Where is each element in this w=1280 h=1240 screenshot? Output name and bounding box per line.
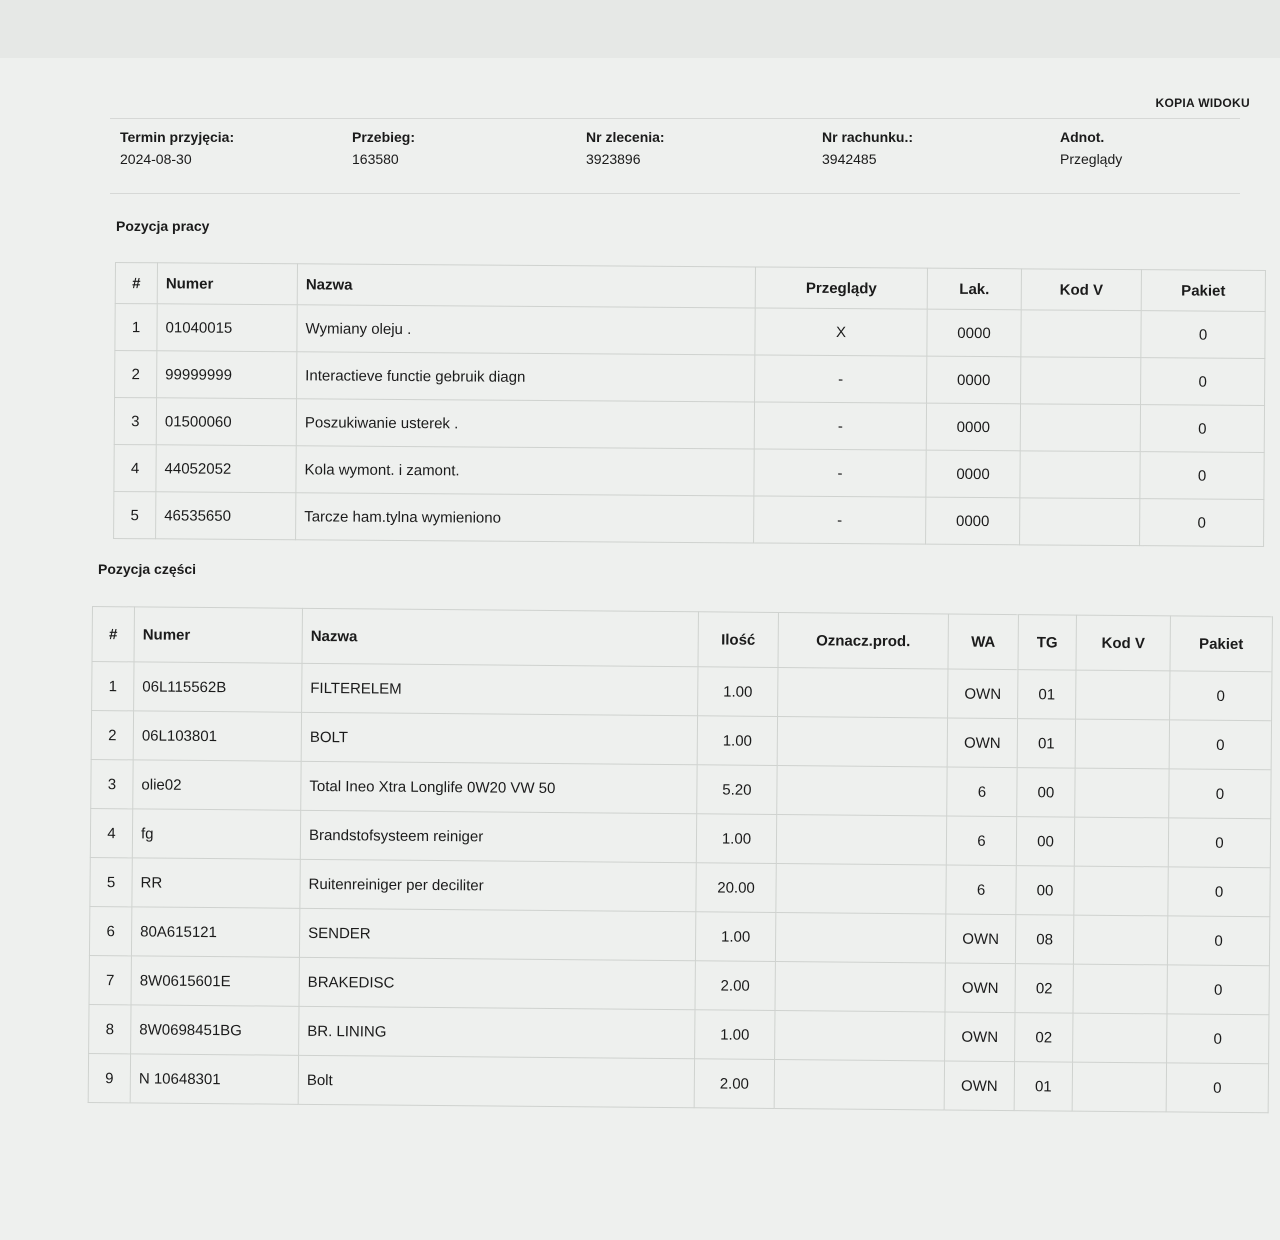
cell: 06L103801 <box>133 711 301 761</box>
cell: 0000 <box>926 403 1020 451</box>
cell: - <box>754 449 926 497</box>
cell: Wymiany oleju . <box>297 305 755 355</box>
cell: 08 <box>1015 915 1073 965</box>
cell <box>1073 915 1167 965</box>
cell: 02 <box>1015 1013 1073 1063</box>
cell <box>1021 310 1141 358</box>
cell: 0 <box>1167 1014 1269 1064</box>
cell: OWN <box>945 963 1015 1013</box>
cell: X <box>755 308 927 356</box>
cell: N 10648301 <box>130 1054 298 1104</box>
cell <box>1074 817 1168 867</box>
cell: 2 <box>91 711 133 760</box>
cell <box>1021 357 1141 405</box>
cell: 5.20 <box>697 765 777 815</box>
cell: 9 <box>88 1053 130 1102</box>
cell <box>776 814 946 864</box>
cell: - <box>754 496 926 544</box>
parts-table <box>88 606 1273 1113</box>
cell: 0 <box>1169 720 1271 770</box>
meta-label: Nr zlecenia: <box>586 129 665 145</box>
cell: Brandstofsysteem reiniger <box>300 810 696 862</box>
cell: 02 <box>1015 964 1073 1014</box>
col-header: Lak. <box>927 268 1021 310</box>
cell: - <box>755 355 927 403</box>
cell: 8W0698451BG <box>131 1005 299 1055</box>
cell: 5 <box>90 857 132 906</box>
cell: 01 <box>1018 670 1076 720</box>
cell: 06L115562B <box>134 662 302 712</box>
col-header: Numer <box>134 607 302 663</box>
cell: 0 <box>1140 499 1264 547</box>
cell: BRAKEDISC <box>299 957 695 1009</box>
table-row <box>114 491 1264 546</box>
col-header: Pakiet <box>1141 270 1265 312</box>
cell: 0 <box>1141 311 1265 359</box>
cell: 0000 <box>926 497 1020 545</box>
table-row <box>115 304 1265 359</box>
meta-value: Przeglądy <box>1060 151 1123 167</box>
order-meta <box>110 118 1240 194</box>
meta-annotation <box>1060 129 1122 167</box>
meta-label: Adnot. <box>1060 129 1105 145</box>
cell: fg <box>132 809 300 859</box>
meta-mileage <box>352 129 415 167</box>
cell: Poszukiwanie usterek . <box>296 399 754 449</box>
cell <box>1075 719 1169 769</box>
cell: 5 <box>114 491 156 538</box>
cell: 44052052 <box>156 445 296 493</box>
meta-label: Termin przyjęcia: <box>120 129 235 145</box>
cell: Ruitenreiniger per deciliter <box>300 859 696 911</box>
cell: 2.00 <box>694 1059 774 1109</box>
col-header: Kod V <box>1076 615 1170 671</box>
cell: OWN <box>948 669 1018 719</box>
cell <box>776 863 946 913</box>
copy-view-label: KOPIA WIDOKU <box>1155 96 1250 110</box>
cell: 00 <box>1016 866 1074 916</box>
cell: 2.00 <box>695 961 775 1011</box>
cell: SENDER <box>299 908 695 960</box>
cell: Total Ineo Xtra Longlife 0W20 VW 50 <box>301 761 697 813</box>
cell: RR <box>132 858 300 908</box>
cell: 1.00 <box>695 912 775 962</box>
cell <box>1073 964 1167 1014</box>
cell <box>775 1010 945 1060</box>
cell: 7 <box>89 955 131 1004</box>
cell <box>1076 670 1170 720</box>
cell: 0000 <box>926 450 1020 498</box>
cell: 0 <box>1141 358 1265 406</box>
cell: 2 <box>115 351 157 398</box>
cell: 1 <box>92 662 134 711</box>
cell: OWN <box>944 1061 1014 1111</box>
cell: 4 <box>90 808 132 857</box>
meta-value: 163580 <box>352 151 399 167</box>
cell <box>1072 1062 1166 1112</box>
meta-value: 3923896 <box>586 151 641 167</box>
cell <box>777 716 947 766</box>
cell: BR. LINING <box>299 1006 695 1058</box>
cell: OWN <box>945 914 1015 964</box>
table-row <box>114 444 1264 499</box>
cell: 1.00 <box>698 667 778 717</box>
table-row <box>115 351 1265 406</box>
cell: 1.00 <box>696 814 776 864</box>
col-header: Ilość <box>698 612 778 668</box>
cell: 0 <box>1168 867 1270 917</box>
cell <box>777 765 947 815</box>
cell: 0 <box>1169 769 1271 819</box>
cell: 6 <box>947 767 1017 817</box>
cell: BOLT <box>301 712 697 764</box>
cell: 1.00 <box>697 716 777 766</box>
col-header: WA <box>948 614 1018 670</box>
col-header: Kod V <box>1021 269 1141 311</box>
cell: 0000 <box>927 356 1021 404</box>
table-row <box>88 1053 1268 1112</box>
cell: 01 <box>1014 1062 1072 1112</box>
cell: 6 <box>89 906 131 955</box>
col-header: Przeglądy <box>755 267 927 309</box>
cell <box>1075 768 1169 818</box>
cell: 6 <box>946 816 1016 866</box>
col-header: Numer <box>157 263 297 305</box>
cell: 0 <box>1167 965 1269 1015</box>
cell: 1 <box>115 304 157 351</box>
cell: 0 <box>1168 818 1270 868</box>
col-header: # <box>92 607 134 662</box>
cell: 01 <box>1017 719 1075 769</box>
cell: 4 <box>114 444 156 491</box>
cell: Bolt <box>298 1055 694 1107</box>
cell: 8W0615601E <box>131 956 299 1006</box>
cell: OWN <box>945 1012 1015 1062</box>
cell: 3 <box>91 759 133 808</box>
meta-value: 2024-08-30 <box>120 151 192 167</box>
cell <box>774 1059 944 1109</box>
cell: 6 <box>946 865 1016 915</box>
cell: 0 <box>1140 405 1264 453</box>
cell <box>1074 866 1168 916</box>
meta-label: Przebieg: <box>352 129 416 145</box>
parts-section-title: Pozycja części <box>98 561 197 577</box>
cell: OWN <box>947 718 1017 768</box>
work-section-title: Pozycja pracy <box>116 218 210 234</box>
cell <box>778 667 948 717</box>
cell: Interactieve functie gebruik diagn <box>297 352 755 402</box>
cell <box>1020 451 1140 499</box>
col-header: Nazwa <box>297 264 755 308</box>
col-header: TG <box>1018 615 1076 671</box>
cell <box>1020 404 1140 452</box>
cell: 3 <box>114 398 156 445</box>
cell: 0 <box>1166 1063 1268 1113</box>
meta-order-number <box>586 129 665 167</box>
meta-invoice-number <box>822 129 913 167</box>
col-header: Oznacz.prod. <box>778 612 948 668</box>
meta-value: 3942485 <box>822 151 877 167</box>
col-header: Pakiet <box>1170 616 1272 672</box>
cell: 0 <box>1170 671 1272 721</box>
cell <box>1073 1013 1167 1063</box>
cell <box>775 961 945 1011</box>
cell: olie02 <box>133 760 301 810</box>
cell: 00 <box>1017 768 1075 818</box>
cell: 99999999 <box>157 351 297 399</box>
cell: 0 <box>1167 916 1269 966</box>
cell: - <box>754 402 926 450</box>
cell: 20.00 <box>696 863 776 913</box>
col-header: Nazwa <box>302 608 698 666</box>
meta-reception-date <box>120 129 234 167</box>
cell: Tarcze ham.tylna wymieniono <box>296 493 754 543</box>
cell <box>1020 498 1140 546</box>
cell <box>775 912 945 962</box>
cell: 46535650 <box>156 492 296 540</box>
cell: 0000 <box>927 309 1021 357</box>
cell: 01500060 <box>156 398 296 446</box>
cell: 0 <box>1140 452 1264 500</box>
col-header: # <box>115 263 157 304</box>
cell: 01040015 <box>157 304 297 352</box>
cell: 8 <box>89 1004 131 1053</box>
table-row <box>114 398 1264 453</box>
cell: 80A615121 <box>131 907 299 957</box>
work-table <box>113 262 1266 547</box>
cell: 1.00 <box>695 1010 775 1060</box>
cell: FILTERELEM <box>302 663 698 715</box>
cell: Kola wymont. i zamont. <box>296 446 754 496</box>
table-header-row <box>92 607 1272 672</box>
meta-label: Nr rachunku.: <box>822 129 914 145</box>
cell: 00 <box>1016 817 1074 867</box>
